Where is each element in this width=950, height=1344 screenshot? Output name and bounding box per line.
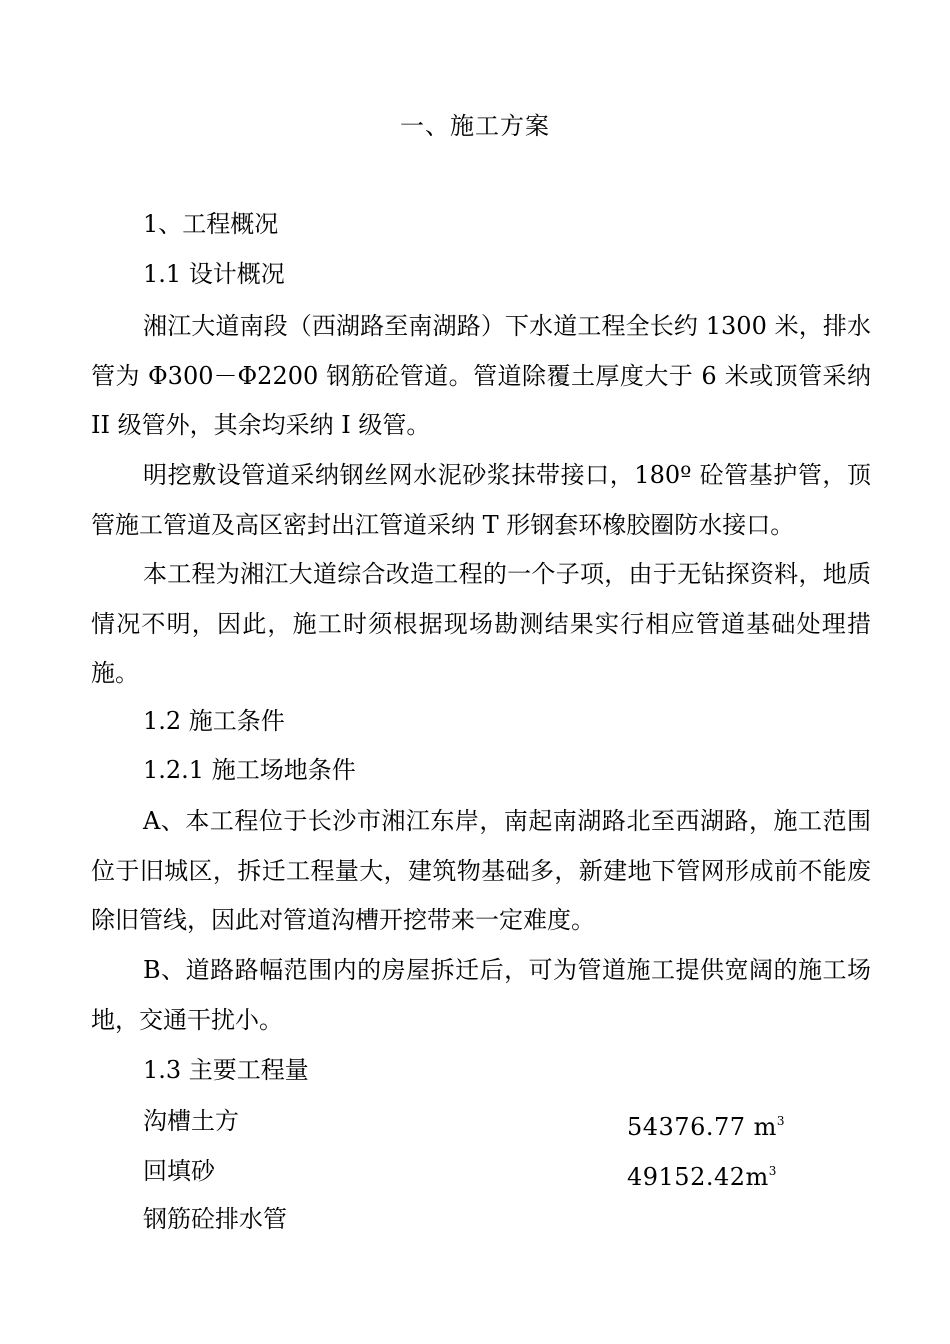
paragraph-site-condition-a: A、本工程位于长沙市湘江东岸，南起南湖路北至西湖路，施工范围位于旧城区，拆迁工程量大，建筑物基础多，新建地下管网形成前不能废除旧管线，因此对管道沟槽开挖带来一定难度。 [91, 807, 871, 934]
quantity-value: $49152.42m^3$ [627, 1163, 777, 1191]
paragraph-site-condition-b: B、道路路幅范围内的房屋拆迁后，可为管道施工提供宽阔的施工场地，交通干扰小。 [91, 956, 871, 1034]
quantity-value: 54376.77 $m^3$ [627, 1113, 786, 1141]
quantity-name: 回填砂 [143, 1157, 215, 1185]
section-heading-1-2-1: 1.2.1 施工场地条件 [143, 756, 356, 784]
quantity-name: 沟槽土方 [143, 1107, 239, 1135]
section-heading-1: 1、工程概况 [143, 210, 279, 238]
paragraph-design-overview: 湘江大道南段（西湖路至南湖路）下水道工程全长约 1300 米，排水管为 Φ300－Φ2200 钢筋砼管道。管道除覆土厚度大于 6 米或顶管采纳 II 级管外，其余均采纳 I 级管。 [91, 312, 871, 439]
section-heading-1-1: 1.1 设计概况 [143, 260, 285, 288]
document-title: 一、施工方案 [400, 112, 550, 140]
section-heading-1-3: 1.3 主要工程量 [143, 1056, 309, 1084]
unit-superscript: 3 [776, 1114, 786, 1128]
paragraph-geology: 本工程为湘江大道综合改造工程的一个子项，由于无钻探资料，地质情况不明，因此，施工时须根据现场勘测结果实行相应管道基础处理措施。 [91, 560, 871, 687]
paragraph-pipe-joints: 明挖敷设管道采纳钢丝网水泥砂浆抹带接口，180º 砼管基护管，顶管施工管道及高区密封出江管道采纳 T 形钢套环橡胶圈防水接口。 [91, 461, 871, 539]
quantity-name: 钢筋砼排水管 [143, 1205, 287, 1233]
unit-superscript: 3 [768, 1164, 777, 1178]
section-heading-1-2: 1.2 施工条件 [143, 707, 285, 735]
